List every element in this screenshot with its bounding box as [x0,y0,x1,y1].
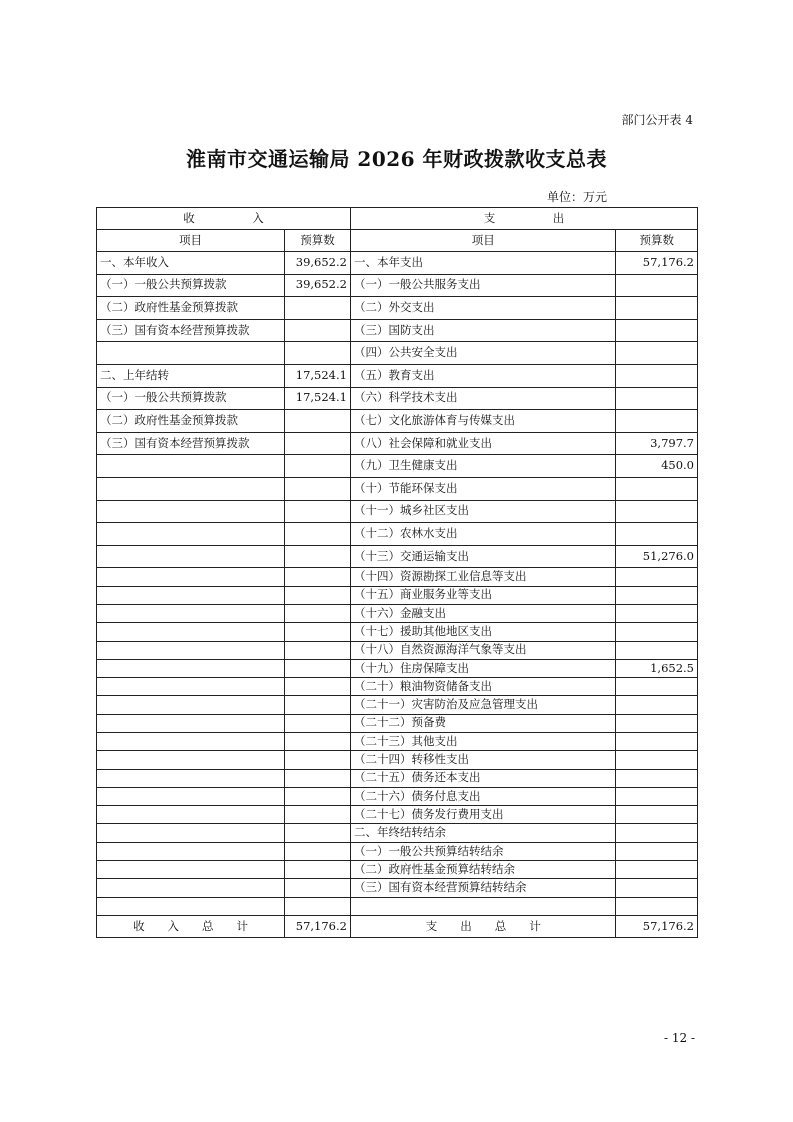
expense-budget-cell [616,387,698,410]
income-item-cell [97,842,285,860]
table-row [97,252,698,275]
income-budget-cell [285,696,351,714]
expense-item-cell: （五）教育支出 [350,364,615,387]
income-budget-cell [285,824,351,842]
expense-item-cell: （二十五）债务还本支出 [350,769,615,787]
income-budget-cell [285,659,351,677]
income-budget-cell [285,342,351,365]
expense-item-cell: （十六）金融支出 [350,604,615,622]
table-row [97,641,698,659]
table-row [97,387,698,410]
income-budget-cell [285,319,351,342]
income-budget-cell [285,586,351,604]
income-budget-cell [285,410,351,433]
expense-item-cell: （一）一般公共服务支出 [350,274,615,297]
income-item-cell [97,897,285,915]
table-row [97,604,698,622]
income-budget-cell [285,897,351,915]
income-item-cell: （一）一般公共预算拨款 [97,274,285,297]
income-budget-cell [285,455,351,478]
expense-item-cell: （十二）农林水支出 [350,523,615,546]
expense-budget-header: 预算数 [616,230,698,252]
income-budget-cell: 39,652.2 [285,274,351,297]
table-row [97,824,698,842]
expense-item-cell: 一、本年支出 [350,252,615,275]
table-row [97,364,698,387]
expense-item-cell: （三）国防支出 [350,319,615,342]
table-row [97,659,698,677]
expense-section-header: 支 出 [350,208,697,230]
income-budget-cell [285,297,351,320]
table-row [97,500,698,523]
income-section-header: 收 入 [97,208,351,230]
income-item-cell [97,659,285,677]
expense-item-cell: （三）国有资本经营预算结转结余 [350,879,615,897]
income-budget-cell [285,623,351,641]
expense-budget-cell [616,641,698,659]
expense-budget-cell [616,824,698,842]
income-budget-cell [285,751,351,769]
income-item-cell [97,623,285,641]
table-row [97,678,698,696]
expense-item-cell: （十九）住房保障支出 [350,659,615,677]
expense-budget-cell [616,806,698,824]
income-budget-cell [285,523,351,546]
income-item-cell: 二、上年结转 [97,364,285,387]
expense-item-cell: （一）一般公共预算结转结余 [350,842,615,860]
income-item-cell: （二）政府性基金预算拨款 [97,410,285,433]
expense-budget-cell: 450.0 [616,455,698,478]
unit-label: 单位：万元 [547,190,608,204]
totals-row [97,915,698,937]
income-item-cell [97,523,285,546]
income-item-cell [97,477,285,500]
table-row [97,897,698,915]
income-item-cell [97,604,285,622]
expense-budget-cell [616,714,698,732]
expense-item-cell: （六）科学技术支出 [350,387,615,410]
income-budget-cell [285,714,351,732]
expense-budget-cell: 1,652.5 [616,659,698,677]
table-row [97,410,698,433]
expense-budget-cell [616,319,698,342]
expense-budget-cell: 51,276.0 [616,545,698,568]
table-row [97,477,698,500]
column-header-row [97,230,698,252]
expense-budget-cell [616,751,698,769]
expense-total-value: 57,176.2 [616,915,698,937]
expense-budget-cell: 3,797.7 [616,432,698,455]
expense-item-cell: （十）节能环保支出 [350,477,615,500]
expense-budget-cell [616,477,698,500]
income-budget-cell [285,769,351,787]
table-row [97,342,698,365]
income-total-label: 收 入 总 计 [97,915,285,937]
table-row [97,586,698,604]
expense-budget-cell [616,604,698,622]
income-item-cell [97,769,285,787]
income-item-cell [97,696,285,714]
income-budget-cell: 17,524.1 [285,387,351,410]
expense-budget-cell [616,861,698,879]
expense-budget-cell [616,623,698,641]
income-budget-header: 预算数 [285,230,351,252]
income-item-cell [97,545,285,568]
income-budget-cell [285,879,351,897]
expense-item-cell: （二十六）债务付息支出 [350,787,615,805]
income-budget-cell [285,787,351,805]
expense-budget-cell [616,274,698,297]
table-row [97,842,698,860]
table-row [97,274,698,297]
income-item-cell [97,824,285,842]
table-row [97,432,698,455]
income-item-cell [97,455,285,478]
expense-item-cell: （十七）援助其他地区支出 [350,623,615,641]
expense-budget-cell [616,696,698,714]
expense-budget-cell [616,732,698,750]
finance-summary-table [96,207,698,938]
expense-budget-cell [616,787,698,805]
income-item-cell [97,500,285,523]
table-row [97,455,698,478]
expense-budget-cell [616,769,698,787]
expense-item-cell: （八）社会保障和就业支出 [350,432,615,455]
income-budget-cell [285,861,351,879]
table-row [97,769,698,787]
income-item-cell [97,751,285,769]
income-budget-cell [285,732,351,750]
income-item-cell [97,787,285,805]
expense-item-cell: （十四）资源勘探工业信息等支出 [350,568,615,586]
expense-item-cell: （二十一）灾害防治及应急管理支出 [350,696,615,714]
expense-item-cell [350,897,615,915]
income-item-cell [97,732,285,750]
table-row [97,696,698,714]
income-item-cell [97,586,285,604]
income-item-cell [97,861,285,879]
income-item-cell: （二）政府性基金预算拨款 [97,297,285,320]
table-row [97,568,698,586]
page-title: 淮南市交通运输局 2026 年财政拨款收支总表 [185,147,608,171]
expense-item-cell: （二）外交支出 [350,297,615,320]
income-budget-cell [285,545,351,568]
table-row [97,297,698,320]
table-number-label: 部门公开表 4 [621,113,693,127]
expense-budget-cell [616,364,698,387]
income-budget-cell [285,604,351,622]
income-budget-cell [285,477,351,500]
income-budget-cell [285,500,351,523]
income-item-cell: 一、本年收入 [97,252,285,275]
expense-item-cell: （十三）交通运输支出 [350,545,615,568]
expense-budget-cell [616,523,698,546]
expense-budget-cell [616,842,698,860]
table-row [97,623,698,641]
expense-budget-cell [616,500,698,523]
expense-budget-cell [616,410,698,433]
income-item-cell [97,342,285,365]
expense-item-cell: （十五）商业服务业等支出 [350,586,615,604]
expense-item-cell: （二十四）转移性支出 [350,751,615,769]
income-item-cell: （三）国有资本经营预算拨款 [97,319,285,342]
income-budget-cell [285,842,351,860]
table-row [97,806,698,824]
expense-item-cell: （二十）粮油物资储备支出 [350,678,615,696]
income-item-cell [97,568,285,586]
table-row [97,879,698,897]
income-budget-cell [285,641,351,659]
expense-item-cell: （四）公共安全支出 [350,342,615,365]
expense-budget-cell [616,297,698,320]
table-row [97,751,698,769]
table-row [97,787,698,805]
expense-budget-cell: 57,176.2 [616,252,698,275]
expense-budget-cell [616,568,698,586]
expense-item-header: 项目 [350,230,615,252]
income-budget-cell [285,806,351,824]
section-header-row [97,208,698,230]
expense-item-cell: （十一）城乡社区支出 [350,500,615,523]
expense-item-cell: 二、年终结转结余 [350,824,615,842]
expense-budget-cell [616,897,698,915]
expense-item-cell: （七）文化旅游体育与传媒支出 [350,410,615,433]
income-item-cell [97,678,285,696]
expense-budget-cell [616,586,698,604]
expense-budget-cell [616,879,698,897]
income-item-header: 项目 [97,230,285,252]
income-item-cell [97,879,285,897]
income-budget-cell [285,678,351,696]
expense-total-label: 支 出 总 计 [350,915,615,937]
income-budget-cell [285,432,351,455]
table-row [97,545,698,568]
expense-item-cell: （二）政府性基金预算结转结余 [350,861,615,879]
expense-item-cell: （九）卫生健康支出 [350,455,615,478]
income-item-cell: （一）一般公共预算拨款 [97,387,285,410]
table-row [97,714,698,732]
expense-item-cell: （二十七）债务发行费用支出 [350,806,615,824]
expense-item-cell: （二十三）其他支出 [350,732,615,750]
expense-item-cell: （二十二）预备费 [350,714,615,732]
income-budget-cell: 17,524.1 [285,364,351,387]
table-row [97,523,698,546]
income-item-cell: （三）国有资本经营预算拨款 [97,432,285,455]
expense-budget-cell [616,342,698,365]
expense-item-cell: （十八）自然资源海洋气象等支出 [350,641,615,659]
income-budget-cell [285,568,351,586]
expense-budget-cell [616,678,698,696]
income-total-value: 57,176.2 [285,915,351,937]
income-item-cell [97,641,285,659]
income-budget-cell: 39,652.2 [285,252,351,275]
table-row [97,861,698,879]
table-row [97,319,698,342]
income-item-cell [97,806,285,824]
income-item-cell [97,714,285,732]
table-row [97,732,698,750]
page-number: - 12 - [663,1031,695,1045]
